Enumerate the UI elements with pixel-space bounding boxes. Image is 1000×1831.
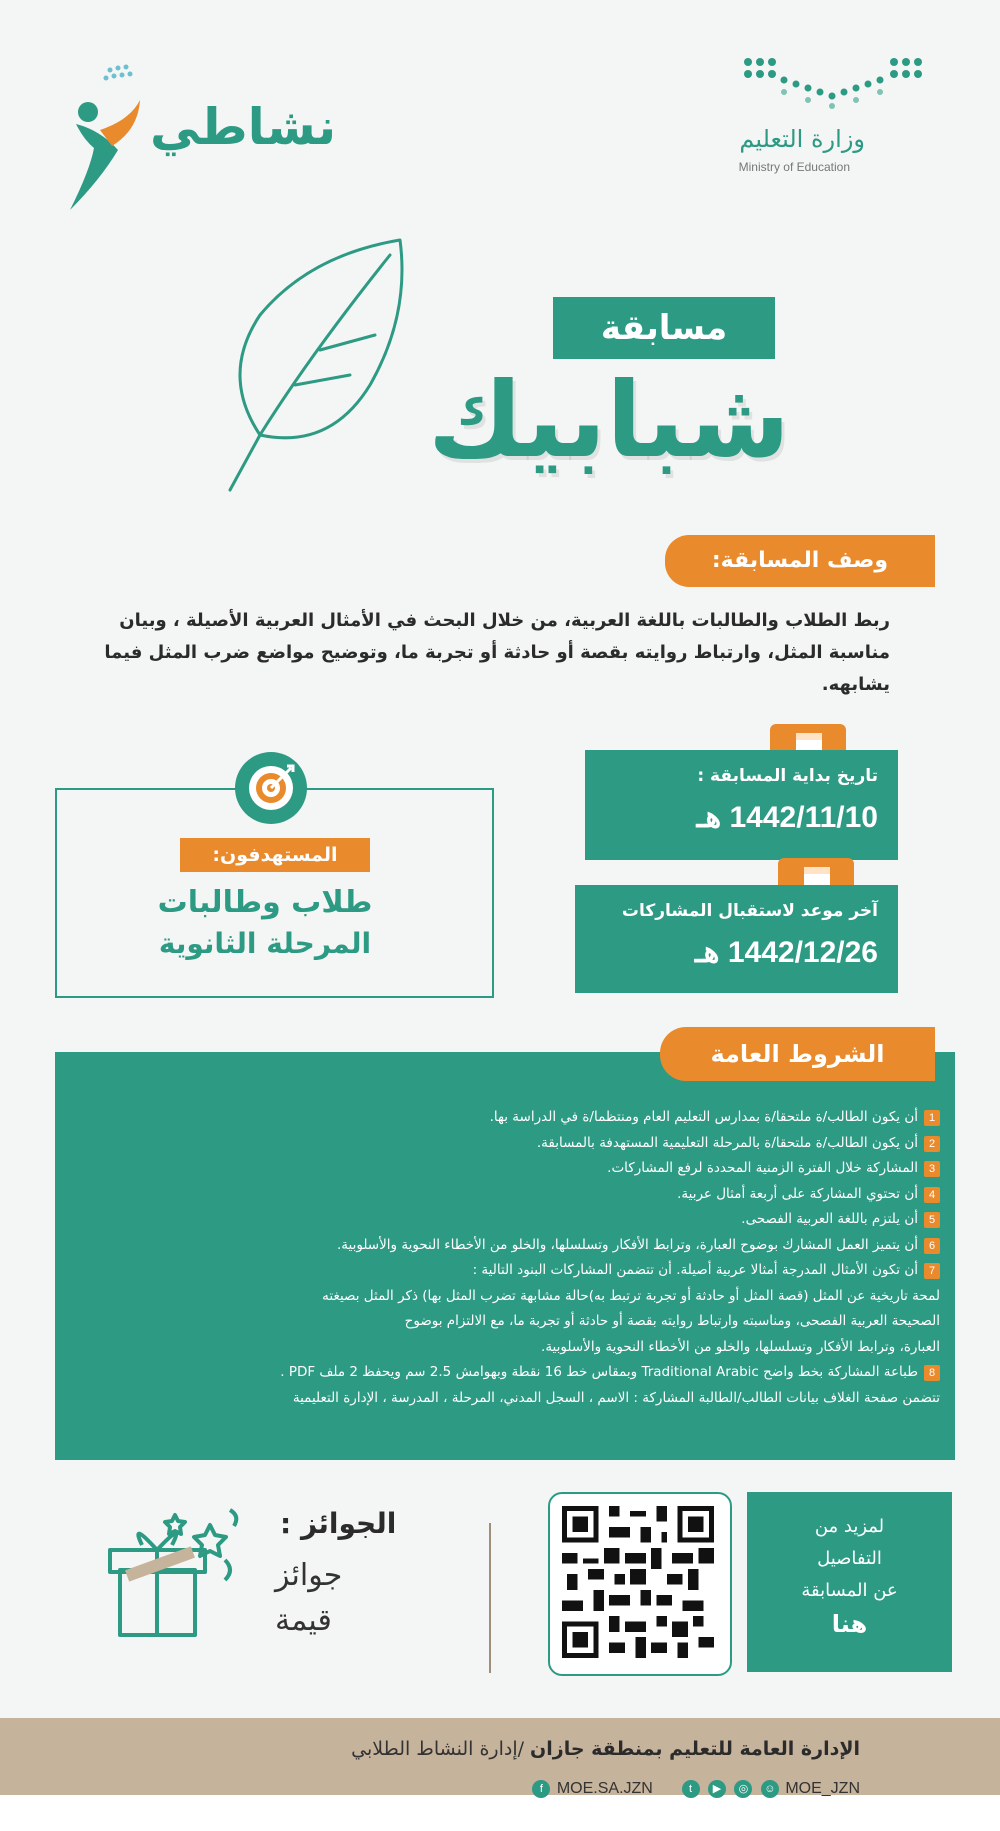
condition-item: 3المشاركة خلال الفترة الزمنية المحددة لرفع المشاركات. — [80, 1156, 940, 1182]
instagram-icon[interactable]: ◎ — [734, 1780, 752, 1798]
conditions-list — [80, 1105, 940, 1411]
more-here-link[interactable]: هنا — [831, 1610, 868, 1638]
description-heading: وصف المسابقة: — [665, 535, 935, 587]
more-line1: لمزيد من — [814, 1516, 885, 1537]
gift-icon — [100, 1500, 250, 1650]
more-line2: التفاصيل — [817, 1548, 882, 1569]
targeted-heading: المستهدفون: — [180, 838, 370, 872]
more-line3: عن المسابقة — [801, 1580, 898, 1601]
start-date-card — [585, 750, 898, 860]
qr-code[interactable] — [562, 1506, 714, 1658]
target-icon — [235, 752, 307, 824]
footer-strip — [0, 1795, 1000, 1831]
condition-item: 4أن تحتوي المشاركة على أربعة أمثال عربية. — [80, 1182, 940, 1208]
deadline-card — [575, 885, 898, 993]
social-links — [530, 1780, 860, 1798]
condition-continuation: لمحة تاريخية عن المثل (قصة المثل أو حادثة أو تجربة ترتبط به)حالة مشابهة تضرب المثل بها) ذكر المثل بصيغته — [322, 1287, 940, 1304]
competition-label: مسابقة — [553, 297, 775, 359]
deadline-label: آخر موعد لاستقبال المشاركات — [621, 901, 878, 921]
condition-item: 5أن يلتزم باللغة العربية الفصحى. — [80, 1207, 940, 1233]
targeted-stage: المرحلة الثانوية — [158, 927, 372, 960]
condition-item: 1أن يكون الطالب/ة ملتحقا/ة بمدارس التعليم العام ومنتظما/ة في الدراسة بها. — [80, 1105, 940, 1131]
ministry-logo-dots — [738, 52, 928, 112]
condition-continuation: الصحيحة العربية الفصحى، ومناسبته وارتباط روايته بقصة أو حادثة أو تجربة ما، مع الالتزام بوضوح — [404, 1313, 940, 1329]
ministry-name-arabic: وزارة التعليم — [739, 125, 865, 153]
conditions-heading: الشروط العامة — [660, 1027, 935, 1081]
footer-dept: /إدارة النشاط الطلابي — [351, 1738, 524, 1760]
prizes-line2: قيمة — [275, 1603, 332, 1638]
condition-item: 6أن يتميز العمل المشارك بوضوح العبارة، وترابط الأفكار وتسلسلها، والخلو من الأخطاء النحوية والأسلوبية. — [80, 1233, 940, 1259]
competition-title: شبابيك — [427, 359, 790, 481]
facebook-icon[interactable]: f — [532, 1780, 550, 1798]
condition-item: 2أن يكون الطالب/ة ملتحقا/ة بالمرحلة التعليمية المستهدفة بالمسابقة. — [80, 1131, 940, 1157]
more-info-panel[interactable] — [747, 1492, 952, 1672]
social-handle[interactable]: MOE_JZN — [785, 1780, 860, 1798]
description-text: ربط الطلاب والطالبات باللغة العربية، من خلال البحث في الأمثال العربية الأصيلة ، وبيان مناسبة المثل، وارتباط روايته بقصة أو حادثة أو تجربة ما، وتوضيح مواضع ضرب المثل فيما يشابهه. — [104, 610, 890, 695]
condition-item: 8طباعة المشاركة بخط واضح Traditional Arabic وبمقاس خط 16 نقطة وبهوامش 2.5 سم ويحفظ 2 ملف PDF . — [80, 1360, 940, 1386]
footer-admin — [351, 1738, 860, 1760]
nashati-logo-word: نشاطي — [150, 98, 337, 156]
prizes-line1: جوائز — [275, 1558, 343, 1593]
facebook-handle[interactable]: MOE.SA.JZN — [556, 1780, 653, 1798]
condition-item: 7أن تكون الأمثال المدرجة أمثالا عربية أصيلة. أن تتضمن المشاركات البنود التالية : — [80, 1258, 940, 1284]
prizes-heading: الجوائز : — [280, 1507, 397, 1540]
snapchat-icon[interactable]: ☺ — [761, 1780, 779, 1798]
ministry-name-english: Ministry of Education — [738, 160, 850, 174]
condition-continuation: العبارة، وترابط الأفكار وتسلسلها، والخلو من الأخطاء النحوية والأسلوبية. — [541, 1338, 940, 1355]
targeted-students: طلاب وطالبات — [157, 885, 373, 920]
start-date-label: تاريخ بداية المسابقة : — [697, 766, 878, 786]
footer-admin-name: الإدارة العامة للتعليم بمنطقة جازان — [530, 1738, 860, 1760]
deadline-value: 1442/12/26 هـ — [694, 936, 878, 969]
condition-continuation: تتضمن صفحة الغلاف بيانات الطالب/الطالبة المشاركة : الاسم ، السجل المدني، المرحلة ، المدرسة ، الإدارة التعليمية — [292, 1389, 940, 1406]
start-date-value: 1442/11/10 هـ — [696, 801, 878, 834]
youtube-icon[interactable]: ▶ — [708, 1780, 726, 1798]
twitter-icon[interactable]: t — [682, 1780, 700, 1798]
divider — [489, 1523, 491, 1673]
